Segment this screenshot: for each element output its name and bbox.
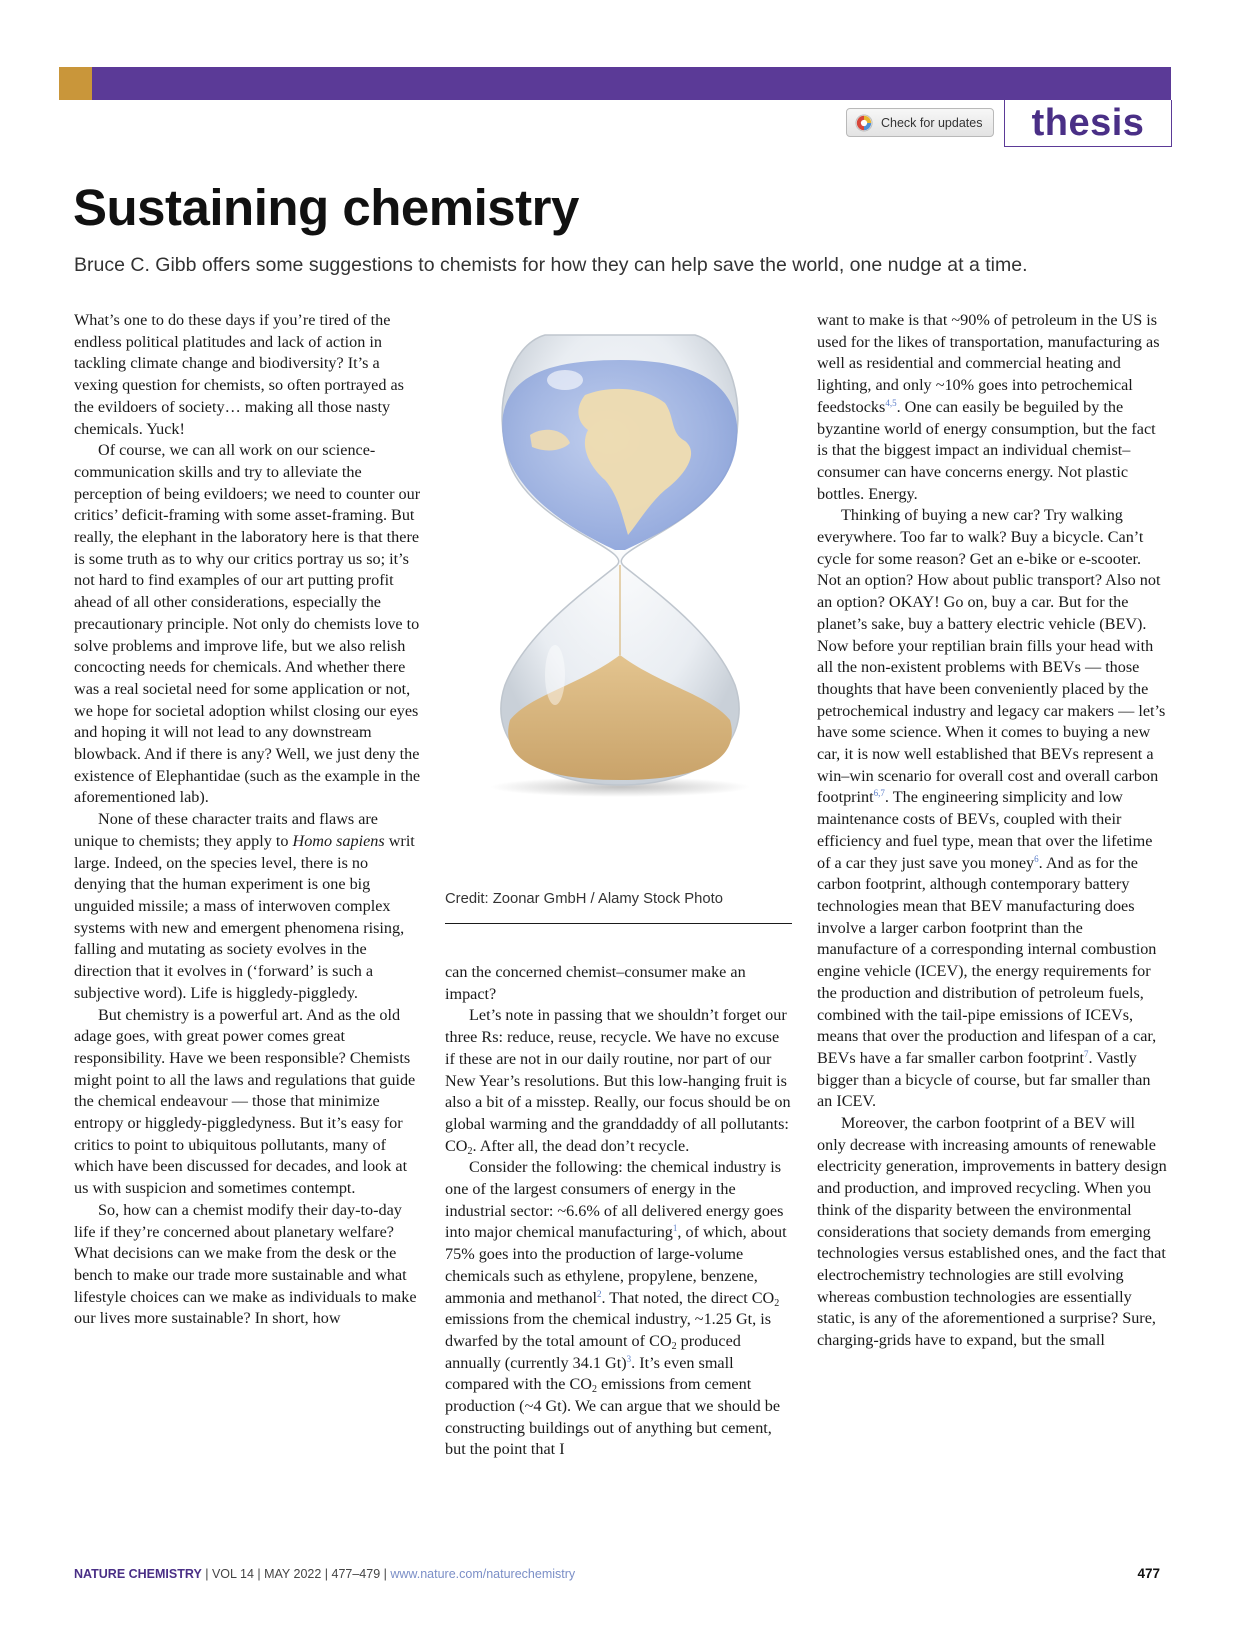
figure-caption: Credit: Zoonar GmbH / Alamy Stock Photo [445, 891, 723, 907]
body-column-3 [817, 310, 1167, 1352]
reference-link[interactable]: 2 [596, 1288, 602, 1299]
hourglass-earth-figure [470, 325, 770, 825]
page-footer [74, 1567, 575, 1581]
header-bar [59, 67, 1171, 100]
crossmark-icon [855, 114, 873, 132]
body-column-1 [74, 310, 422, 1330]
paragraph: Moreover, the carbon footprint of a BEV will only decrease with increasing amounts of renewable electricity generation, improvements in battery design and production, and improved recycling. When you think of the disparity between the environmental considerations that society demands from emerging technologies versus established ones, and the fact that electrochemistry technologies are still evolving whereas combustion technologies are essentially static, is any of the aforementioned a surprise? Sure, charging-grids have to expand, but the small [817, 1114, 1167, 1350]
reference-link[interactable]: 6 [1034, 853, 1039, 864]
reference-link[interactable]: 6,7 [873, 788, 885, 799]
section-tag [1004, 100, 1172, 147]
caption-divider [445, 923, 792, 924]
article-standfirst: Bruce C. Gibb offers some suggestions to chemists for how they can help save the world, one nudge at a time. [74, 254, 1028, 276]
paragraph: So, how can a chemist modify their day-to-day life if they’re concerned about planetary welfare? What decisions can we make from the desk or the bench to make our trade more sustainable and what lifestyle choices can we make as individuals to make our lives more sustainable? In short, how [74, 1200, 417, 1328]
reference-link[interactable]: 3 [626, 1353, 632, 1364]
species-name: Homo sapiens [292, 831, 385, 850]
reference-link[interactable]: 7 [1084, 1048, 1089, 1059]
paragraph: None of these character traits and flaws are unique to chemists; they apply to Homo sapiens writ large. Indeed, on the species level, there is no denying that the human experiment is one big unguided missile; a mass of interwoven complex systems with new and emergent phenomena rising, falling and mutating as society evolves in the direction that it evolves in (‘forward’ is such a subjective word). Life is higgledy-piggledy. [74, 810, 415, 1002]
paragraph: Thinking of buying a new car? Try walking everywhere. Too far to walk? Buy a bicycle. Can’t cycle for some reason? Get an e-bike or e-scooter. Not an option? How about public transport? Also not an option? OKAY! Go on, buy a car. But for the planet’s sake, buy a battery electric vehicle (BEV). Now before your reptilian brain fills your head with all the non-existent problems with BEVs — those thoughts that have been conveniently placed by the petrochemical industry and legacy car makers — let’s have some science. When it comes to buying a new car, it is now well established that BEVs represent a win–win scenario for overall cost and overall carbon footprint$^{6,7}$. The engineering simplicity and low maintenance costs of BEVs, coupled with their efficiency and fuel type, mean that over the lifetime of a car they just save you money$^6$. And as for the carbon footprint, although contemporary battery technologies mean that BEV manufacturing does involve a larger carbon footprint than the manufacture of a corresponding internal combustion engine vehicle (ICEV), the energy requirements for the production and distribution of petroleum fuels, combined with the tail-pipe emissions of ICEVs, means that over the production and lifespan of a car, BEVs have a far smaller carbon footprint$^7$. Vastly bigger than a bicycle of course, but far smaller than an ICEV. [817, 506, 1166, 1111]
article-title: Sustaining chemistry [73, 179, 579, 236]
paragraph: What’s one to do these days if you’re tired of the endless political platitudes and lack of action in tackling climate change and biodiversity? It’s a vexing question for chemists, so often portrayed as the evildoers of society… making all those nasty chemicals. Yuck! [74, 311, 404, 438]
paragraph: Let’s note in passing that we shouldn’t forget our three Rs: reduce, reuse, recycle. We have no excuse if these are not in our daily routine, nor part of our New Year’s resolutions. But this low-hanging fruit is also a bit of a misstep. Really, our focus should be on global warming and the granddaddy of all pollutants: $CO_2$. After all, the dead don’t recycle. [445, 1006, 791, 1157]
paragraph: can the concerned chemist–consumer make an impact? [445, 963, 746, 1003]
body-column-2 [445, 962, 793, 1461]
paragraph: But chemistry is a powerful art. And as the old adage goes, with great power comes great responsibility. Have we been responsible? Chemists might point to all the laws and regulations that guide the chemical endeavour — those that minimize entropy or higgledy-piggledyness. But it’s easy for critics to point to ubiquitous pollutants, many of which have been discussed for decades, and look at us with suspicion and sometimes contempt. [74, 1005, 416, 1198]
paragraph: want to make is that ~90% of petroleum in the US is used for the likes of transportation, manufacturing as well as residential and commercial heating and lighting, and only ~10% goes into petrochemical feedstocks$^{4,5}$. One can easily be beguiled by the byzantine world of energy consumption, but the fact is that the biggest impact an individual chemist–consumer can have concerns energy. Not plastic bottles. Energy. [817, 311, 1160, 503]
paragraph: Consider the following: the chemical industry is one of the largest consumers of energy in the industrial sector: ~6.6% of all delivered energy goes into major chemical manufacturing$^1$, of which, about 75% goes into the production of large-volume chemicals such as ethylene, propylene, benzene, ammonia and methanol$^2$. That noted, the direct $CO_2$ emissions from the chemical industry, ~1.25 Gt, is dwarfed by the total amount of $CO_2$ produced annually (currently 34.1 Gt)$^3$. It’s even small compared with the $CO_2$ emissions from cement production (~4 Gt). We can argue that we should be constructing buildings out of anything but cement, but the point that I [445, 1158, 787, 1459]
paragraph: Of course, we can all work on our science-communication skills and try to alleviate the perception of being evildoers; we need to counter our critics’ deficit-framing with some asset-framing. But really, the elephant in the laboratory here is that there is some truth as to why our critics portray us so; it’s not hard to find examples of our art putting profit ahead of all other considerations, especially the precautionary principle. Not only do chemists love to solve problems and improve life, but we also relish concocting needs for chemicals. And whether there was a real societal need for some application or not, we hope for societal adoption whilst closing our eyes and hoping it will not lead to any downstream blowback. And if there is any? Well, we just deny the existence of Elephantidae (such as the example in the aforementioned lab). [74, 441, 421, 807]
check-for-updates-button[interactable] [846, 108, 994, 137]
reference-link[interactable]: 1 [672, 1223, 678, 1234]
check-for-updates-label: Check for updates [881, 115, 983, 130]
header-accent-block [59, 67, 92, 100]
section-label: thesis [1031, 101, 1145, 144]
journal-url-link[interactable]: www.nature.com/naturechemistry [390, 1567, 576, 1581]
reference-link[interactable]: 4,5 [885, 397, 897, 408]
citation-info: | VOL 14 | MAY 2022 | 477–479 | [201, 1567, 391, 1581]
page-number: 477 [1137, 1566, 1160, 1581]
journal-name: NATURE CHEMISTRY [74, 1567, 202, 1581]
